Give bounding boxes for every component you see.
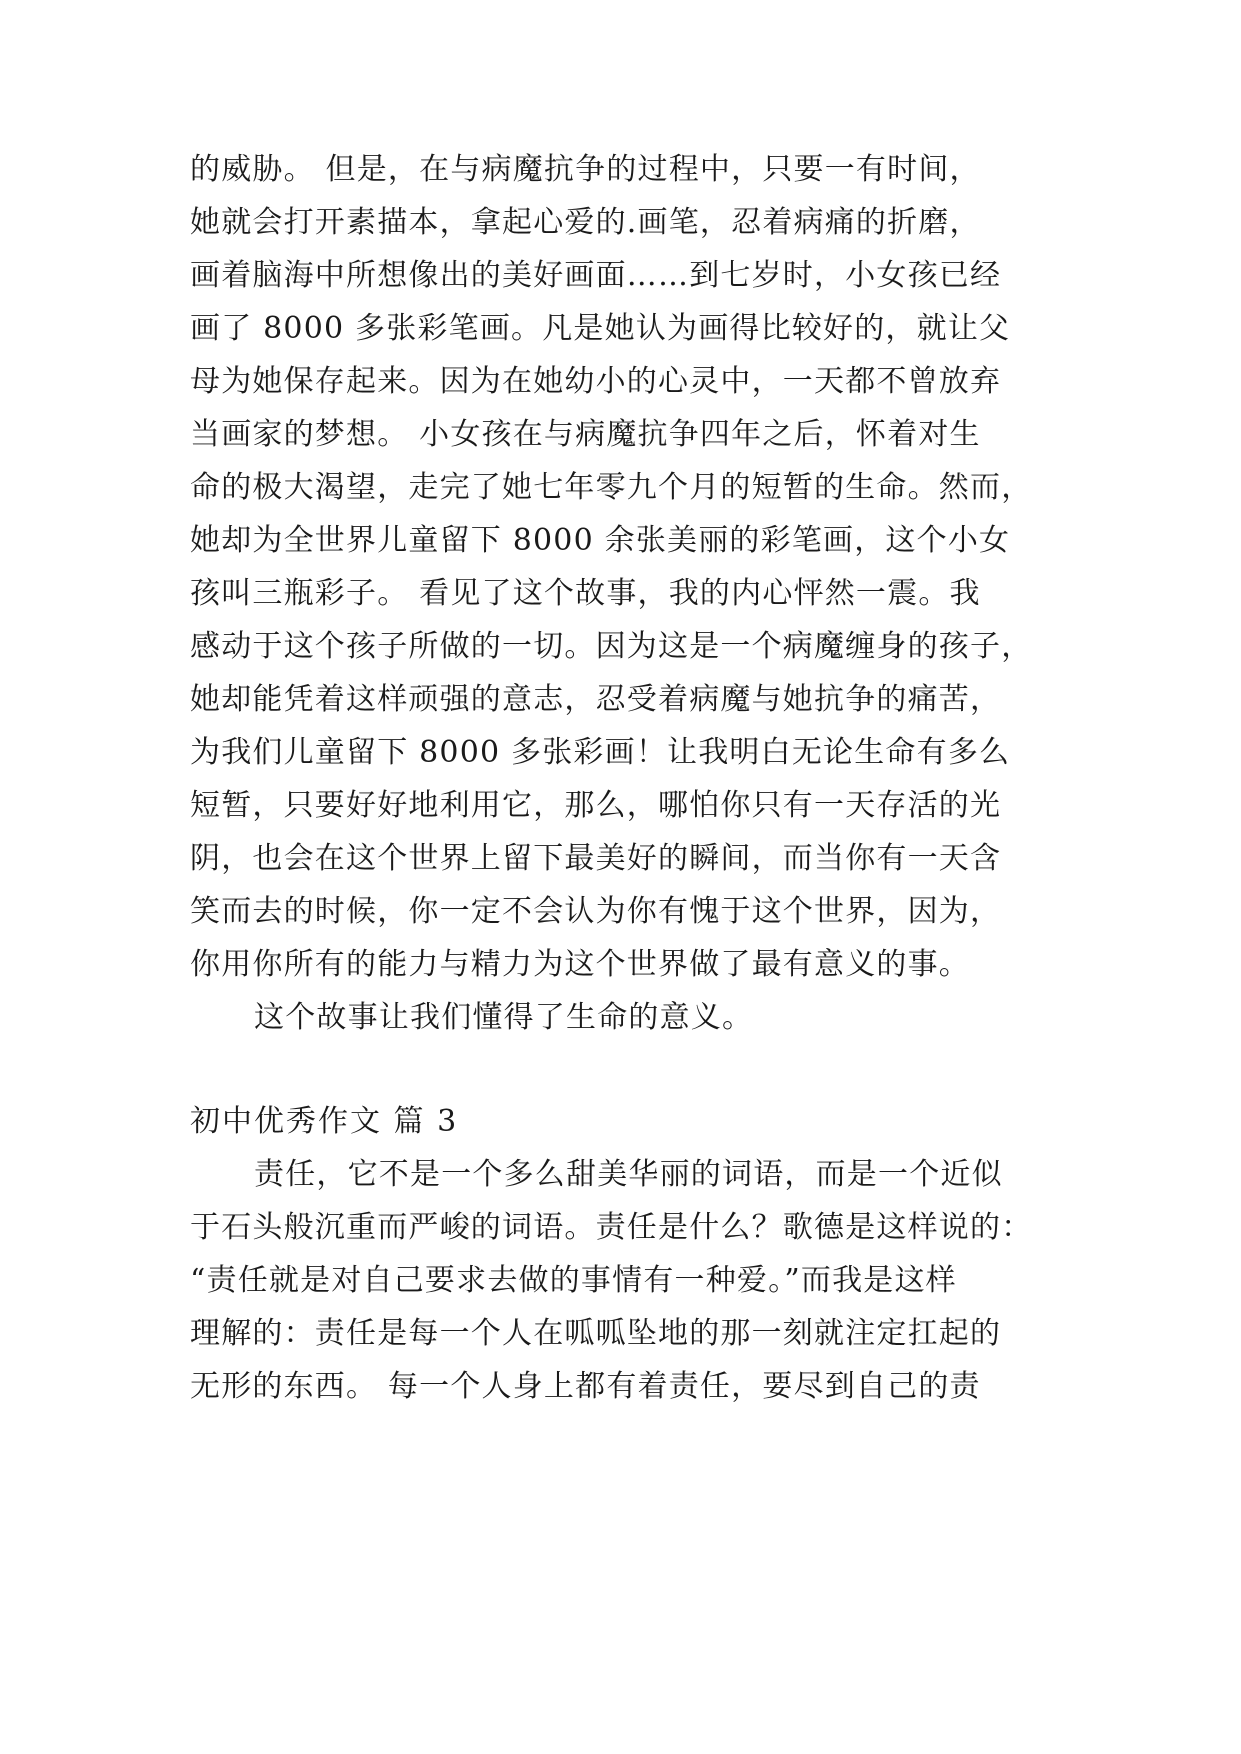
text-line: 她却为全世界儿童留下 8000 余张美丽的彩笔画，这个小女 xyxy=(190,523,1011,558)
text-line: 责任，它不是一个多么甜美华丽的词语，而是一个近似 xyxy=(254,1157,1003,1192)
text-line: 于石头般沉重而严峻的词语。责任是什么？歌德是这样说的： xyxy=(190,1210,1033,1245)
text-line: 感动于这个孩子所做的一切。因为这是一个病魔缠身的孩子， xyxy=(190,629,1033,664)
text-line: 无形的东西。 每一个人身上都有着责任，要尽到自己的责 xyxy=(190,1369,981,1404)
text-line: 当画家的梦想。 小女孩在与病魔抗争四年之后，怀着对生 xyxy=(190,417,981,452)
text-line: 孩叫三瓶彩子。 看见了这个故事，我的内心怦然一震。我 xyxy=(190,576,981,611)
text-line: 短暂，只要好好地利用它，那么，哪怕你只有一天存活的光 xyxy=(190,788,1002,823)
text-line: “责任就是对自己要求去做的事情有一种爱。”而我是这样 xyxy=(190,1263,957,1298)
text-line: 画着脑海中所想像出的美好画面……到七岁时，小女孩已经 xyxy=(190,258,1002,293)
closing-paragraph: 这个故事让我们懂得了生命的意义。 xyxy=(254,1000,754,1035)
text-line: 母为她保存起来。因为在她幼小的心灵中，一天都不曾放弃 xyxy=(190,364,1002,399)
text-line: 阴，也会在这个世界上留下最美好的瞬间，而当你有一天含 xyxy=(190,841,1002,876)
text-line: 你用你所有的能力与精力为这个世界做了最有意义的事。 xyxy=(190,947,970,982)
text-line: 她就会打开素描本，拿起心爱的.画笔，忍着病痛的折磨， xyxy=(190,205,981,240)
text-line: 画了 8000 多张彩笔画。凡是她认为画得比较好的，就让父 xyxy=(190,311,1011,346)
text-line: 笑而去的时候，你一定不会认为你有愧于这个世界，因为， xyxy=(190,894,1002,929)
section-heading: 初中优秀作文 篇 3 xyxy=(190,1104,459,1139)
text-line: 的威胁。 但是，在与病魔抗争的过程中，只要一有时间， xyxy=(190,152,981,187)
text-line: 命的极大渴望，走完了她七年零九个月的短暂的生命。然而， xyxy=(190,470,1033,505)
text-line: 为我们儿童留下 8000 多张彩画！让我明白无论生命有多么 xyxy=(190,735,1011,770)
text-line: 理解的：责任是每一个人在呱呱坠地的那一刻就注定扛起的 xyxy=(190,1316,1002,1351)
text-line: 她却能凭着这样顽强的意志，忍受着病魔与她抗争的痛苦， xyxy=(190,682,1002,717)
